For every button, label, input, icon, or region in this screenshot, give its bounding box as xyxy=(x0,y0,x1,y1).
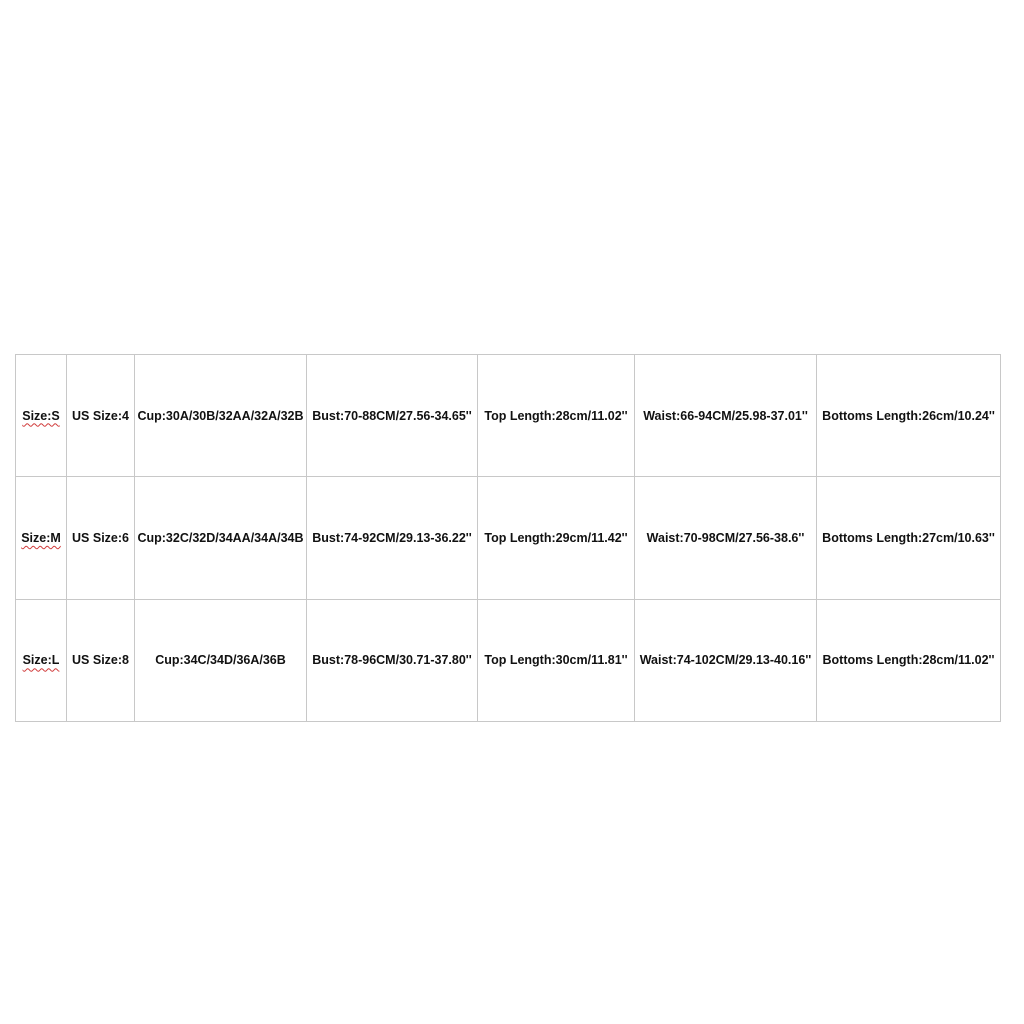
table-row xyxy=(16,599,1001,721)
top-length-cell: Top Length:30cm/11.81'' xyxy=(478,599,635,721)
size-cell xyxy=(16,599,67,721)
size-chart-table xyxy=(15,354,1001,722)
bust-cell: Bust:74-92CM/29.13-36.22'' xyxy=(307,477,478,599)
top-length-cell: Top Length:28cm/11.02'' xyxy=(478,355,635,477)
size-label: Size:S xyxy=(22,408,60,423)
us-size-cell: US Size:8 xyxy=(67,599,135,721)
cup-cell: Cup:32C/32D/34AA/34A/34B xyxy=(135,477,307,599)
bottoms-length-cell: Bottoms Length:27cm/10.63'' xyxy=(817,477,1001,599)
bottoms-length-cell: Bottoms Length:26cm/10.24'' xyxy=(817,355,1001,477)
bust-cell: Bust:70-88CM/27.56-34.65'' xyxy=(307,355,478,477)
size-label: Size:M xyxy=(21,530,61,545)
bust-cell: Bust:78-96CM/30.71-37.80'' xyxy=(307,599,478,721)
table-row xyxy=(16,477,1001,599)
size-cell xyxy=(16,477,67,599)
cup-cell: Cup:34C/34D/36A/36B xyxy=(135,599,307,721)
waist-cell: Waist:74-102CM/29.13-40.16'' xyxy=(635,599,817,721)
waist-cell: Waist:70-98CM/27.56-38.6'' xyxy=(635,477,817,599)
table-row xyxy=(16,355,1001,477)
size-cell xyxy=(16,355,67,477)
waist-cell: Waist:66-94CM/25.98-37.01'' xyxy=(635,355,817,477)
cup-cell: Cup:30A/30B/32AA/32A/32B xyxy=(135,355,307,477)
size-label: Size:L xyxy=(22,653,60,668)
top-length-cell: Top Length:29cm/11.42'' xyxy=(478,477,635,599)
us-size-cell: US Size:6 xyxy=(67,477,135,599)
bottoms-length-cell: Bottoms Length:28cm/11.02'' xyxy=(817,599,1001,721)
us-size-cell: US Size:4 xyxy=(67,355,135,477)
